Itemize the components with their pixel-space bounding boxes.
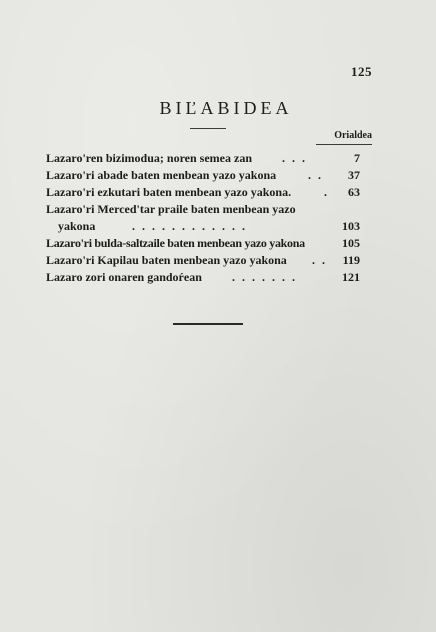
toc-entry: [46, 167, 360, 184]
toc-entry-title-continuation: yakona: [58, 219, 96, 233]
toc-entry-page: 7: [354, 151, 360, 165]
column-header-page: Orialdea: [334, 130, 372, 141]
toc-entry: [46, 235, 360, 252]
toc-entry-page: 63: [348, 185, 360, 199]
toc-entry: [46, 201, 360, 235]
end-rule: [173, 323, 243, 325]
toc-entry-leader: . . . . . . . . . . . .: [132, 219, 247, 233]
toc-entry-title: Lazaro'ri abade baten menbean yazo yakona: [46, 168, 277, 182]
toc-entry-title: Lazaro'ri bulda-saltzaile baten menbean yazo yakona: [46, 236, 305, 250]
toc-entry-leader: . . .: [282, 151, 307, 165]
toc-entry-page: 105: [342, 236, 360, 250]
table-of-contents: [46, 150, 360, 286]
toc-entry-leader: . . . . . . .: [232, 270, 297, 284]
toc-entry-leader: . .: [308, 168, 323, 182]
toc-entry-page: 119: [342, 253, 360, 267]
toc-entry-title: Lazaro'ri Merced'tar praile baten menbean yazo: [46, 202, 296, 216]
toc-entry-page: 37: [348, 168, 360, 182]
toc-entry-page: 103: [342, 219, 360, 233]
toc-entry-leader: .: [324, 185, 329, 199]
toc-entry-title: Lazaro'ri Kapilau baten menbean yazo yakona: [46, 253, 287, 267]
toc-entry: [46, 252, 360, 269]
toc-entry: [46, 150, 360, 167]
toc-entry: [46, 269, 360, 286]
column-header-divider: [316, 144, 372, 145]
toc-entry-page: 121: [342, 270, 360, 284]
toc-entry-title: Lazaro'ren bizimodua; noren semea zan: [46, 151, 252, 165]
toc-entry: [46, 184, 360, 201]
toc-entry-title: Lazaro'ri ezkutari baten menbean yazo yakona.: [46, 185, 292, 199]
page-number: 125: [351, 64, 372, 79]
title-divider: [190, 128, 226, 129]
toc-entry-leader: . .: [312, 253, 327, 267]
page-title: BIĽABIDEA: [159, 98, 293, 118]
toc-entry-title: Lazaro zori onaren gandoŕean: [46, 270, 202, 284]
